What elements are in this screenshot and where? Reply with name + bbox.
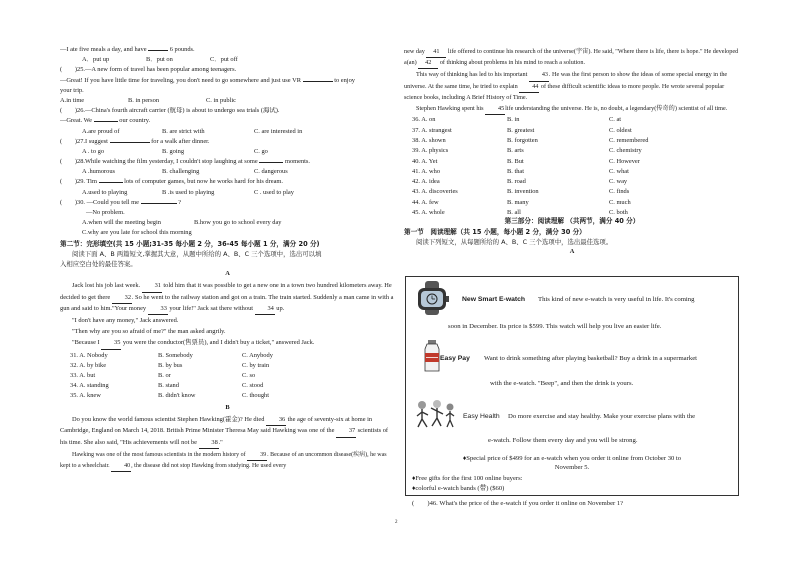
q26-text: —Great. We — [60, 117, 93, 125]
left-column — [60, 46, 395, 473]
q25-text-end: to enjoy — [334, 76, 355, 84]
passage-b-paragraph-3 — [404, 70, 740, 103]
ad2-description: Want to drink something after playing basketball? Buy a drink in a supermarket — [484, 355, 698, 362]
q28-option-c[interactable]: C. dangerous — [254, 168, 288, 176]
blank-42[interactable]: 42 — [418, 58, 438, 69]
q29-option-c[interactable]: C . used to play — [254, 188, 294, 196]
exercise-people-icon — [412, 397, 458, 431]
q26-option-a[interactable]: A.are proud of — [82, 127, 120, 135]
option-38a[interactable]: 38. A. shown — [412, 137, 446, 144]
q28-blank[interactable] — [259, 162, 283, 163]
q28-text-end: moments. — [284, 158, 310, 166]
blank-39[interactable]: 39 — [247, 450, 267, 461]
q30-response: —No problem. — [86, 209, 125, 216]
blank-41[interactable]: 41 — [426, 47, 446, 58]
q28-option-b[interactable]: B. challenging — [162, 168, 200, 176]
passage-b-text: ." — [218, 438, 223, 446]
page-number: 2 — [395, 520, 398, 525]
option-32c[interactable]: C. by train — [242, 361, 270, 369]
q30-option-c[interactable]: C.why are you late for school this morning — [82, 229, 192, 237]
option-42a[interactable]: 42. A. idea — [412, 178, 440, 186]
passage-a-text: your life!" Jack sat there without — [169, 305, 254, 313]
passage-b-text: Do you know the world famous scientist Stephen Hawking(霍金)? He died — [72, 415, 265, 423]
q25-option-c[interactable]: C. in public — [206, 96, 236, 104]
special-offer-dates: November 5. — [554, 464, 590, 471]
q27-question — [60, 138, 395, 148]
option-32b[interactable]: B. by bus — [158, 361, 183, 369]
q28-text: ( )28.While watching the film yesterday, I couldn't stop laughing at some — [60, 158, 258, 166]
blank-45[interactable]: 45 — [485, 104, 505, 115]
option-40b[interactable]: B. But — [507, 157, 524, 165]
option-38b[interactable]: B. forgotten — [507, 137, 538, 144]
q26-option-c[interactable]: C. are interested in — [254, 127, 303, 135]
option-35b[interactable]: B. didn't know — [158, 391, 196, 399]
option-38c[interactable]: C. remembered — [609, 137, 649, 144]
option-34c[interactable]: C. stood — [242, 381, 264, 389]
option-45a[interactable]: 45. A. whole — [412, 209, 445, 217]
q25-text: —Great! If you have little time for traveling, you don't need to go somewhere and just use VR — [60, 76, 301, 84]
passage-b-text: of thinking about problems in his mind to reach a solution. — [439, 59, 586, 67]
q30-option-a[interactable]: A.when will the meeting begin — [82, 219, 161, 227]
q26-line2 — [60, 117, 395, 127]
option-43b[interactable]: B. invention — [507, 188, 539, 196]
q26-text-end: our country. — [119, 117, 151, 125]
passage-b-text: , the disease did not stop Hawking from studying. He used every — [131, 463, 287, 470]
option-44c[interactable]: C. much — [609, 198, 631, 206]
option-33a[interactable]: 33. A. but — [70, 371, 96, 379]
q29-question — [60, 178, 395, 188]
cloze-a-options — [70, 352, 395, 402]
passage-b-paragraph-1 — [60, 415, 395, 449]
passage-a-text: told him that it was possible to get a new one in a town two hundred kilometers away. He decided to get there — [60, 282, 392, 301]
watch-bands-line: ♦colorful e-watch bands (带) ($60) — [412, 485, 505, 492]
q27-blank[interactable] — [110, 142, 150, 143]
free-gifts-line: ♦Free gifts for the first 100 online buyers: — [412, 475, 523, 482]
ad2-title: Easy Pay — [440, 355, 470, 362]
passage-b-text: new day — [404, 48, 425, 55]
q28-option-a[interactable]: A .humorous — [82, 168, 116, 176]
option-39a[interactable]: 39. A. physics — [412, 147, 449, 155]
passage-a-text: "Because I — [72, 339, 100, 347]
passage-b-text: life offered to continue his research of the universe(宇宙). He said, "Where there is life, there is hope." He developed a(an) — [404, 48, 739, 67]
ad3-title: Easy Health — [463, 413, 500, 420]
q27-option-b[interactable]: B. going — [162, 147, 185, 155]
option-32a[interactable]: 32. A. by bike — [70, 361, 107, 369]
q30-question — [60, 199, 395, 209]
passage-a-text: you were the conductor(售票员), and I didn't buy a ticket," answered Jack. — [122, 339, 315, 347]
ad2-description-2: with the e-watch. "Beep", and then the drink is yours. — [490, 380, 634, 387]
q29-text-end: lots of computer games, but now he works hard for his dream. — [124, 178, 283, 186]
blank-38[interactable]: 38 — [199, 438, 219, 449]
option-43c[interactable]: C. finds — [609, 188, 630, 196]
blank-36[interactable]: 36 — [266, 415, 286, 426]
passage-a-text: up. — [276, 305, 285, 313]
option-36c[interactable]: C. at — [609, 116, 622, 124]
passage-a-paragraph-2: "I don't have any money," Jack answered. — [72, 317, 179, 325]
option-44b[interactable]: B. many — [507, 198, 529, 206]
passage-b-paragraph-2-cont — [404, 47, 740, 69]
q25-question: ( )25.—A new form of travel has been popular among teenagers. — [60, 66, 237, 74]
blank-35[interactable]: 35 — [101, 338, 121, 349]
option-35a[interactable]: 35. A. knew — [70, 391, 101, 399]
option-31a[interactable]: 31. A. Nobody — [70, 351, 108, 359]
question-46[interactable]: ( )46. What's the price of the e-watch if you order it online on November 1? — [412, 500, 624, 507]
q26-option-b[interactable]: B. are strict with — [162, 127, 205, 135]
q27-options — [60, 148, 395, 158]
q30-blank[interactable] — [141, 203, 177, 204]
q25-option-a[interactable]: A.in time — [60, 96, 85, 104]
option-44a[interactable]: 44. A. few — [412, 198, 439, 206]
blank-37[interactable]: 37 — [336, 426, 356, 437]
ad3-description-2: e-watch. Follow them every day and you will be strong. — [488, 437, 638, 444]
reading-section1-title: 第一节 阅读理解（共 15 小题，每小题 2 分，满分 30 分） — [404, 227, 586, 236]
q28-question — [60, 158, 395, 168]
blank-34[interactable]: 34 — [255, 304, 275, 315]
q25-line2 — [60, 77, 395, 87]
passage-b-text: scientists of his time. She also said, "His achievements will not be — [60, 427, 389, 446]
q30-text: ( )30. —Could you tell me — [60, 198, 139, 206]
q27-text-end: for a walk after dinner. — [151, 137, 210, 145]
option-34b[interactable]: B. stand — [158, 381, 179, 389]
q30-options-ab — [60, 219, 395, 229]
q24-continuation — [60, 46, 395, 56]
option-33b[interactable]: B. or — [158, 371, 171, 379]
option-40c[interactable]: C. However — [609, 157, 640, 165]
option-36b[interactable]: B. in — [507, 116, 520, 124]
passage-a-text: Jack lost his job last week. — [72, 282, 141, 290]
option-42b[interactable]: B. road — [507, 178, 526, 186]
q27-option-a[interactable]: A . to go — [82, 147, 105, 155]
reading-a-label: A — [569, 247, 575, 255]
passage-a-paragraph-3: "Then why are you so afraid of me?" the man asked angrily. — [72, 327, 226, 335]
passage-b-text: Hawking was one of the most famous scientists in the modern history of — [72, 451, 246, 458]
q26-options — [60, 128, 395, 138]
option-39c[interactable]: C. chemistry — [609, 147, 642, 155]
q25-blank[interactable] — [303, 81, 333, 82]
option-37a[interactable]: 37. A. strangest — [412, 126, 452, 134]
blank-43[interactable]: 43 — [529, 70, 549, 81]
q24-blank[interactable] — [148, 50, 168, 51]
option-43a[interactable]: 43. A. discoveries — [412, 188, 458, 196]
q29-blank[interactable] — [99, 182, 123, 183]
option-31b[interactable]: B. Somebody — [158, 351, 193, 359]
passage-a-paragraph-4 — [60, 338, 395, 349]
part3-title: 第三部分：阅读理解 （共两节，满分 40 分） — [504, 217, 640, 226]
option-41c[interactable]: C. what — [609, 167, 629, 175]
option-36a[interactable]: 36. A. on — [412, 116, 436, 124]
q26-question: ( )26.—China's fourth aircraft carrier (航母) is about to undergo sea trials (海试). — [60, 107, 280, 115]
option-45b[interactable]: B. all — [507, 209, 521, 217]
q28-options — [60, 168, 395, 178]
q24-option-b[interactable]: B．put on — [146, 56, 173, 64]
ad1-description: This kind of new e-watch is very useful in life. It's coming — [538, 296, 695, 303]
q24-option-c[interactable]: C．put off — [210, 56, 238, 64]
q24-option-a[interactable]: A．put up — [82, 56, 110, 64]
q29-option-b[interactable]: B .is used to playing — [162, 188, 215, 196]
passage-b-paragraph-2 — [60, 450, 395, 472]
q25-line3: your trip. — [60, 86, 84, 94]
q29-option-a[interactable]: A.used to playing — [82, 188, 128, 196]
blank-32[interactable]: 32 — [112, 293, 132, 304]
q30-option-b[interactable]: B.how you go to school every day — [194, 219, 282, 227]
option-39b[interactable]: B. arts — [507, 147, 524, 155]
blank-44[interactable]: 44 — [519, 82, 539, 93]
ad1-description-2: soon in December. Its price is $599. This watch will help you live an easier life. — [448, 323, 662, 330]
ad3-description: Do more exercise and stay healthy. Make your exercise plans with the — [508, 413, 696, 420]
q24-options — [60, 56, 395, 66]
q29-options — [60, 189, 395, 199]
ewatch-ad-box — [405, 276, 739, 496]
option-41b[interactable]: B. that — [507, 167, 525, 175]
cloze-b-options — [412, 116, 740, 219]
option-31c[interactable]: C. Anybody — [242, 351, 273, 359]
section2-instructions-2: 入相应空白处的最佳答案。 — [60, 259, 137, 268]
passage-b-text: of these difficult scientific ideas to more people. He wrote several popular science books, including A Brief History of Time. — [404, 82, 725, 101]
option-37c[interactable]: C. oldest — [609, 126, 632, 134]
passage-b-text: life understanding the universe. He is, no doubt, a legendary(传奇的) scientist of all time. — [505, 105, 728, 113]
q25-option-b[interactable]: B. in person — [128, 96, 160, 104]
passage-b-text: This way of thinking has led to his important — [416, 71, 528, 79]
q25-options — [60, 97, 395, 107]
q29-text: ( )29. Tim — [60, 178, 97, 186]
passage-a-paragraph-1 — [60, 281, 395, 315]
ad1-title: New Smart E-watch — [462, 296, 526, 303]
passage-b-text: Stephen Hawking spent his — [416, 105, 484, 113]
passage-a-label: A — [225, 270, 230, 278]
section2-title: 第二节：完形填空(共 15 小题;31-35 每小题 2 分，36-45 每小题 1 分，满分 20 分) — [60, 239, 320, 248]
q30-text-end: ? — [178, 198, 182, 206]
blank-33[interactable]: 33 — [148, 304, 168, 315]
blank-31[interactable]: 31 — [142, 281, 162, 292]
option-35c[interactable]: C. thought — [242, 391, 269, 399]
passage-b-label: B — [225, 403, 230, 411]
right-column — [404, 46, 740, 258]
option-34a[interactable]: 34. A. standing — [70, 381, 109, 389]
option-45c[interactable]: C. both — [609, 209, 628, 217]
passage-b-text: the age of seventy-six at home in Cambridge, England on March 14, 2018. British Prime Minister Theresa May said Hawking was one of the — [60, 415, 373, 435]
smartwatch-icon — [412, 281, 452, 315]
q24-text: —I ate five meals a day, and have — [60, 46, 147, 53]
option-40a[interactable]: 40. A. Yet — [412, 157, 438, 165]
passage-b-paragraph-4 — [404, 104, 740, 115]
option-41a[interactable]: 41. A. who — [412, 167, 441, 175]
option-42c[interactable]: C. way — [609, 178, 628, 186]
q27-option-c[interactable]: C. go — [254, 147, 268, 155]
passage-a-text: . So he went to the railway station and got on a train. The train started. Suddenly a man came in with a gun and said to him."Your money — [60, 293, 394, 313]
blank-40[interactable]: 40 — [111, 461, 131, 472]
special-offer-line: ♦Special price of $499 for an e-watch when you order it online from October 30 to — [462, 455, 682, 462]
reading-instructions: 阅读下列短文，从每题所给的 A、B、C 三个选项中，选出最佳选项。 — [416, 237, 613, 246]
q27-text: ( )27.I suggest — [60, 137, 108, 145]
option-37b[interactable]: B. greatest — [507, 126, 535, 134]
q26-blank[interactable] — [94, 121, 118, 122]
passage-b-text: . Because of an uncommon disease(疾病), he was kept to a wheelchair. — [60, 451, 387, 470]
option-33c[interactable]: C. so — [242, 371, 256, 379]
section2-instructions: 阅读下面 A、B 两篇短文,掌握其大意，从题中所给的 A、B、C 三个选项中，选出可以填 — [72, 249, 322, 258]
passage-b-text: . He was the first person to show the ideas of some special energy in the universe. At the same time, he tried to explain — [404, 71, 728, 90]
q24-text-end: 6 pounds. — [169, 46, 195, 53]
